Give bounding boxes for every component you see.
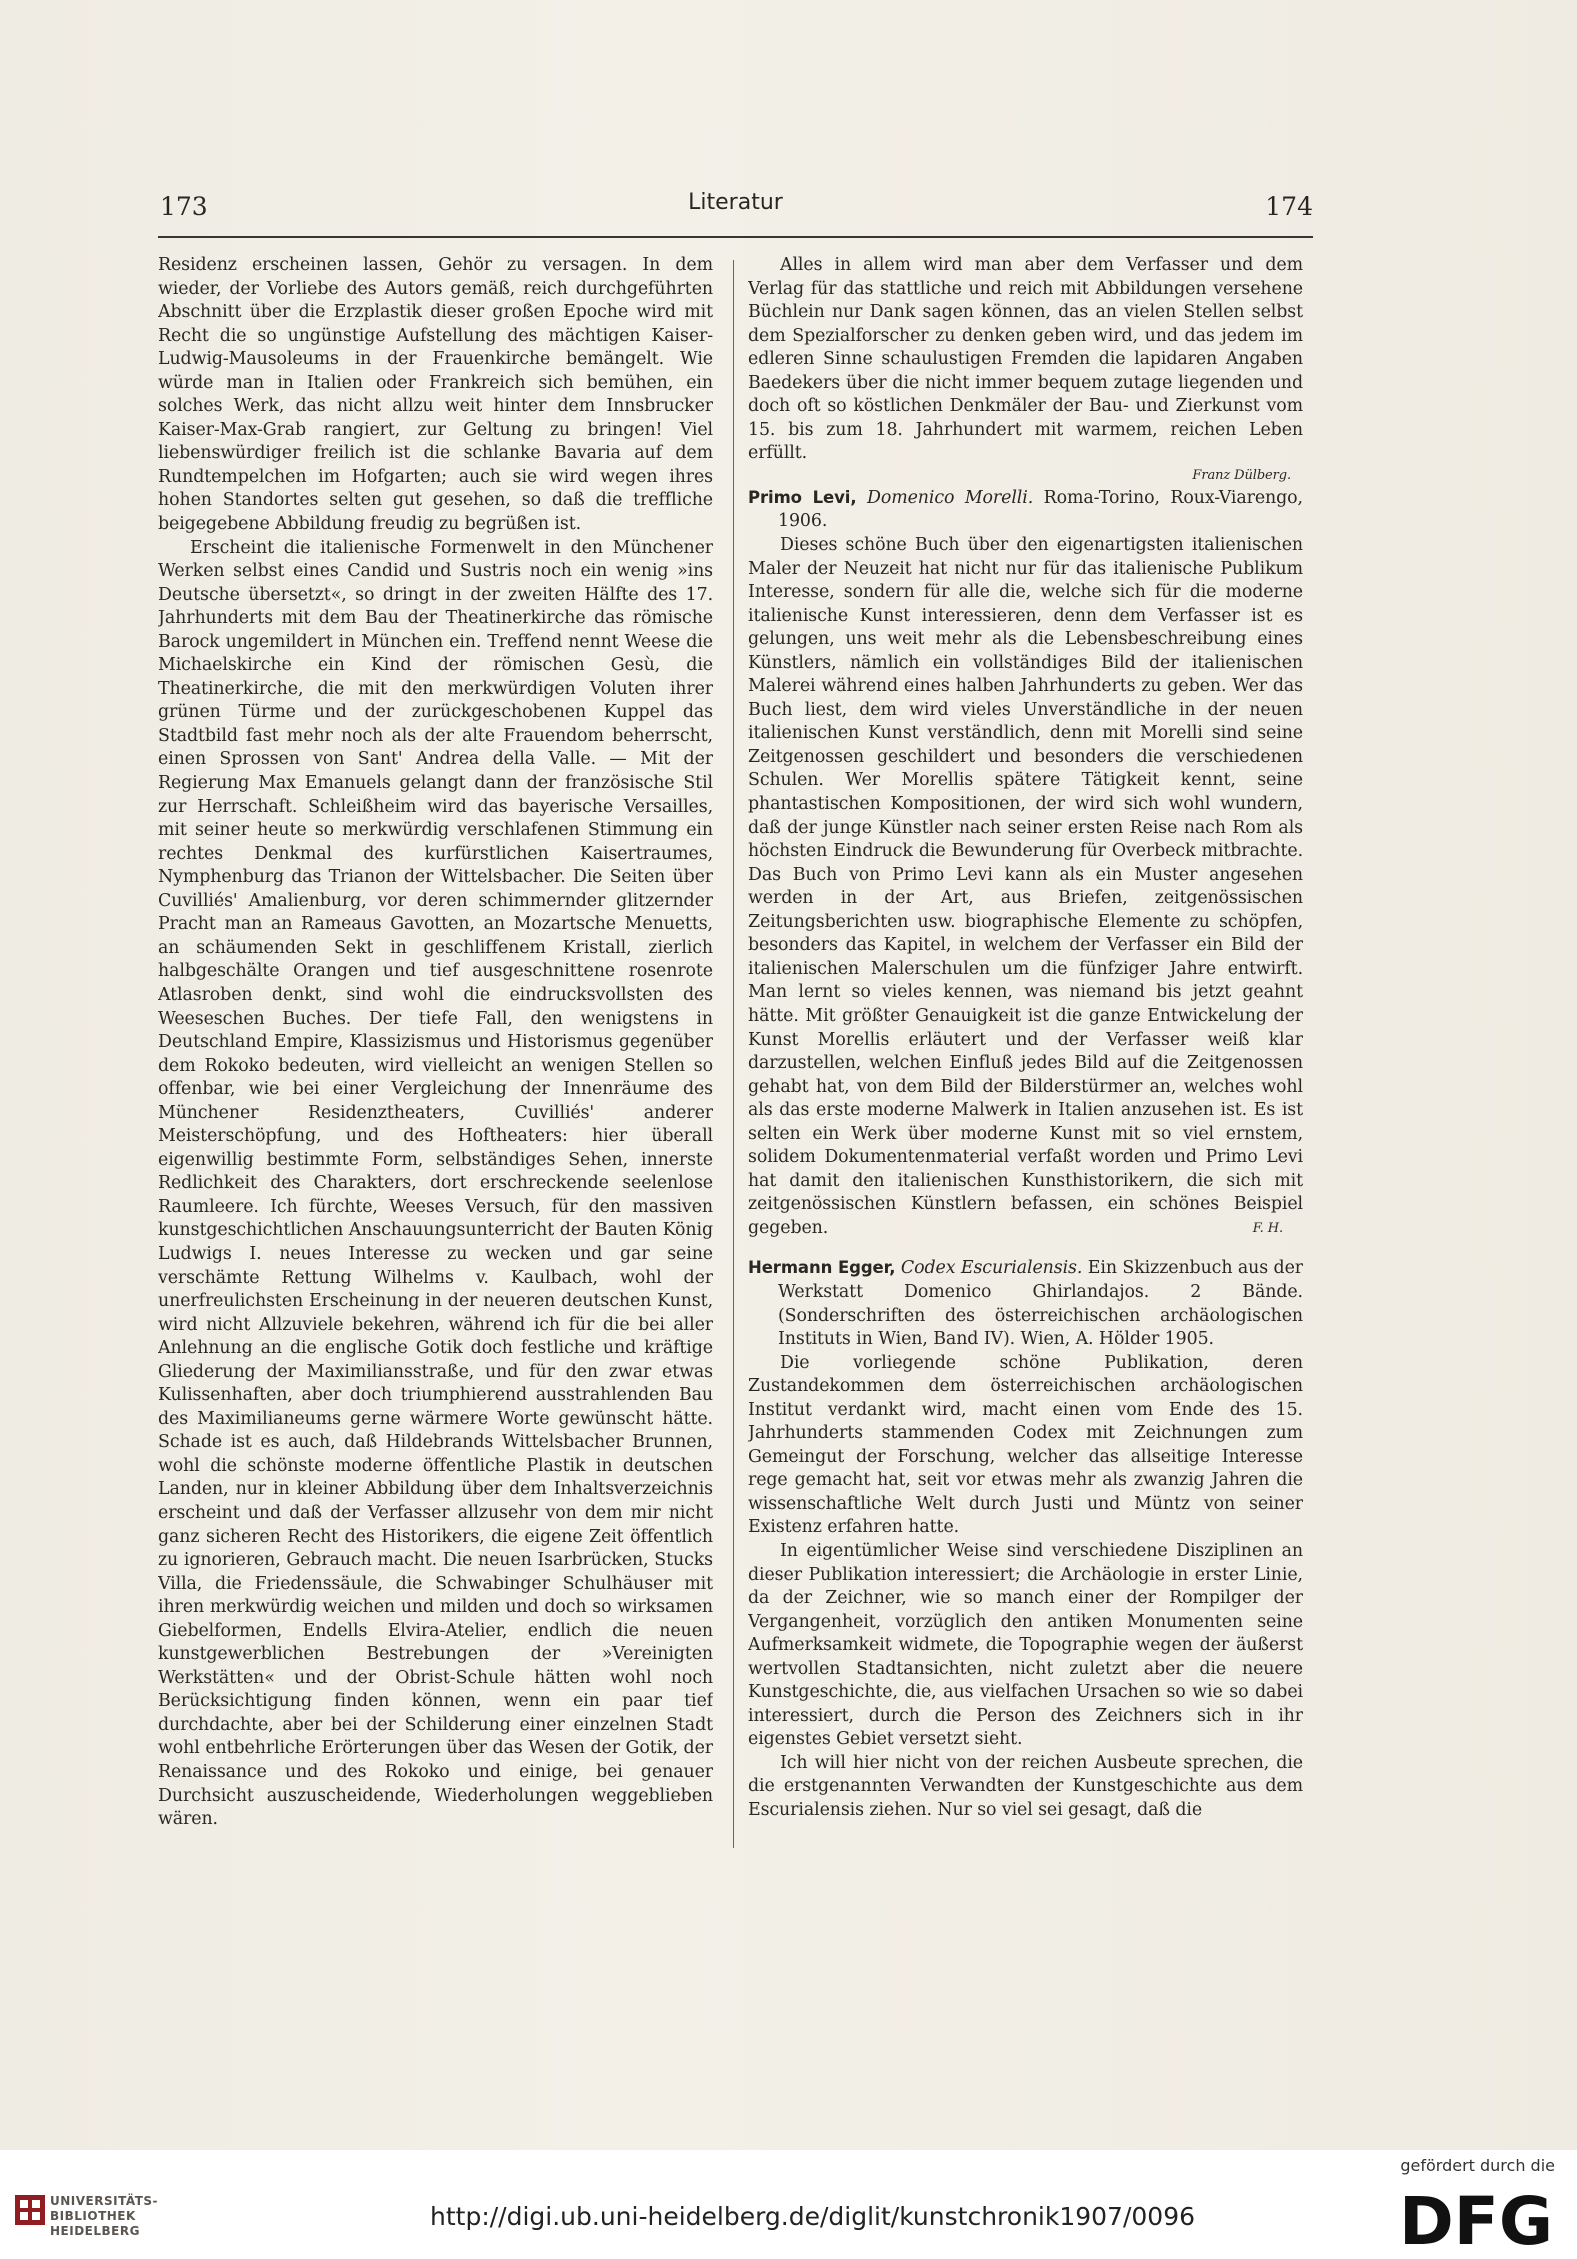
book-entry-levi xyxy=(748,486,1303,534)
right-paragraph-1: Alles in allem wird man aber dem Verfasser und dem Verlag für das stattliche und reich mit Abbildungen versehene Büchlein nur Dank sagen können, das an vielen Stellen selbst dem Spezialforscher zu denken geben wird, und das jedem im edleren Sinne schaulustigen Fremden die lapidaren Angaben Baedekers über die nicht immer bequem zutage liegenden und doch oft so köstlichen Denkmäler der Bau- und Zierkunst vom 15. bis zum 18. Jahrhundert mit warmem, reichen Leben erfüllt. xyxy=(748,255,1303,464)
ub-heidelberg-logo[interactable] xyxy=(14,2192,194,2252)
library-name xyxy=(50,2194,158,2239)
sponsor-label: gefördert durch die xyxy=(1400,2156,1555,2175)
library-emblem-icon xyxy=(14,2194,46,2226)
right-paragraph-4: In eigentümlicher Weise sind verschiedene Disziplinen an dieser Publikation interessiert; die Archäologie in erster Linie, da der Zeichner, wie so manch einer der Rompilger der Vergangenheit, vorzüglich den antiken Monumenten seine Aufmerksamkeit widmete, die Topographie wegen der äußerst wertvollen Stadtansichten, nicht zuletzt aber die neuere Kunstgeschichte, die, aus vielfachen Ursachen so wie so dabei interessiert, durch die Person des Zeichners sich in ihr eigenstes Gebiet versetzt sieht. xyxy=(748,1540,1303,1750)
header-rule xyxy=(158,236,1313,238)
right-paragraph-3: Die vorliegende schöne Publikation, deren Zustandekommen dem österreichischen archäologischen Institut verdankt wird, macht einen vom Ende des 15. Jahrhunderts stammenden Codex mit Zeichnungen zum Gemeingut der Forschung, welcher das allseitige Interesse rege gemacht hat, seit vor etwas mehr als zwanzig Jahren die wissenschaftliche Welt durch Justi und Müntz von seiner Existenz erfahren hatte. xyxy=(748,1352,1303,1538)
right-column xyxy=(748,254,1303,1864)
left-paragraph-1: Residenz erscheinen lassen, Gehör zu versagen. In dem wieder, der Vorliebe des Autors gemäß, reich durchgeführten Abschnitt über die Erzplastik dieser großen Epoche wird mit Recht die so ungünstige Aufstellung des mächtigen Kaiser-Ludwig-Mausoleums in der Frauenkirche bemängelt. Wie würde man in Italien oder Frankreich sich bemühen, ein solches Werk, das nicht allzu weit hinter dem Innsbrucker Kaiser-Max-Grab rangiert, zur Geltung zu bringen! Viel liebenswürdiger freilich ist die schlanke Bavaria auf dem Rundtempelchen im Hofgarten; auch sie wird wegen ihres hohen Standortes selten gut gesehen, so daß die treffliche beigegebene Abbildung freudig zu begrüßen ist. xyxy=(158,255,713,535)
sponsor-block[interactable] xyxy=(1335,2156,1555,2256)
left-column xyxy=(158,254,713,1864)
page-number-right: 174 xyxy=(1265,192,1313,221)
library-name-line-3: HEIDELBERG xyxy=(50,2224,140,2238)
entry-publication: Ein Skizzenbuch aus der Werkstatt Domenico Ghirlandajos. 2 Bände. (Sonderschriften des österreichischen archäologischen Instituts in Wien, Band IV). Wien, A. Hölder 1905. xyxy=(778,1258,1303,1350)
library-name-line-1: UNIVERSITÄTS- xyxy=(50,2194,159,2208)
entry-publication: Roma-Torino, Roux-Viarengo, 1906. xyxy=(778,487,1303,532)
dfg-logo-text: DFG xyxy=(1398,2186,1553,2250)
entry-author: Primo Levi, xyxy=(748,487,857,507)
right-paragraph-2 xyxy=(748,534,1303,1240)
signature-duelberg: Franz Dülberg. xyxy=(1192,467,1291,483)
signature-fh: F. H. xyxy=(1252,1220,1283,1236)
page-number-left: 173 xyxy=(160,192,208,221)
left-paragraph-2: Erscheint die italienische Formenwelt in den Münchener Werken selbst eines Candid und Sustris noch ein wenig »ins Deutsche übersetzt«, so dringt in der zweiten Hälfte des 17. Jahrhunderts mit dem Bau der Theatinerkirche das römische Barock ungemildert in München ein. Treffend nennt Weese die Michaelskirche ein Kind der römischen Gesù, die Theatinerkirche, die mit den merkwürdigen Voluten ihrer grünen Türme und der zurückgeschobenen Kuppel das Stadtbild fast mehr noch als der alte Frauendom beherrscht, einen Sprossen von Sant' Andrea della Valle. — Mit der Regierung Max Emanuels gelangt dann der französische Stil zur Herrschaft. Schleißheim wird das bayerische Versailles, mit seiner heute so merkwürdig verschlafenen Stimmung ein rechtes Denkmal des kurfürstlichen Kaisertraumes, Nymphenburg das Trianon der Wittelsbacher. Die Seiten über Cuvilliés' Amalienburg, vor deren schimmernder glitzernder Pracht man an Rameaus Gavotten, an Mozartsche Menuetts, an schäumenden Sekt in geschliffenem Kristall, zierlich halbgeschälte Orangen und tief ausgeschnittene rosenrote Atlasroben denkt, sind wohl die eindrucksvollsten des Weeseschen Buches. Der tiefe Fall, den wenigstens in Deutschland Empire, Klassizismus und Historismus gegenüber dem Rokoko bedeuten, wird vielleicht an wenigen Stellen so offenbar, wie bei einer Vergleichung der Innenräume des Münchener Residenztheaters, Cuvilliés' anderer Meisterschöpfung, und des Hoftheaters: hier überall eigenwillig bestimmte Form, selbständiges Sehen, innerste Redlichkeit des Charakters, dort erschreckende seelenlose Raumleere. Ich fürchte, Weeses Versuch, für den massiven kunstgeschichtlichen Anschauungsunterricht der Bauten König Ludwigs I. neues Interesse zu wecken und gar seine verschämte Rettung Wilhelms v. Kaulbach, wohl der unerfreulichsten Erscheinung in der neueren deutschen Kunst, wird nicht Allzuviele bekehren, während ich für die bei aller Anlehnung an die englische Gotik doch festliche und kräftige Gliederung der Maximiliansstraße, und für den zwar etwas Kulissenhaften, aber doch triumphierend ausstrahlenden Bau des Maximilianeums gerne wärmere Worte gewünscht hätte. Schade ist es auch, daß Hildebrands Wittelsbacher Brunnen, wohl die schönste moderne öffentliche Plastik in deutschen Landen, nur in kleiner Abbildung über dem Inhaltsverzeichnis erscheint und daß der Verfasser allzusehr von dem mir nicht ganz sicheren Recht des Historikers, die eigene Zeit öffentlich zu ignorieren, Gebrauch macht. Die neuen Isarbrücken, Stucks Villa, die Friedenssäule, die Schwabinger Schulhäuser mit ihren merkwürdig weichen und milden und doch so wirksamen Giebelformen, Endells Elvira-Atelier, endlich die neuen kunstgewerblichen Bestrebungen der »Vereinigten Werkstätten« und der Obrist-Schule hätten wohl noch Berücksichtigung finden können, wenn ein paar tief durchdachte, aber bei der Schilderung einer einzelnen Stadt wohl entbehrliche Erörterungen über das Wesen der Gotik, der Renaissance und des Rokoko und einige, bei genauer Durchsicht auszuscheidende, Wiederholungen weggeblieben wären. xyxy=(158,537,713,1830)
permalink-url[interactable]: http://digi.ub.uni-heidelberg.de/diglit/kunstchronik1907/0096 xyxy=(430,2202,1196,2231)
right-paragraph-5: Ich will hier nicht von der reichen Ausbeute sprechen, die die erstgenannten Verwandten der Kunstgeschichte aus dem Escurialensis ziehen. Nur so viel sei gesagt, daß die xyxy=(748,1752,1303,1820)
library-name-line-2: BIBLIOTHEK xyxy=(50,2209,136,2223)
entry-title: Codex Escurialensis. xyxy=(900,1258,1083,1279)
section-title: Literatur xyxy=(688,190,783,215)
column-divider xyxy=(733,260,734,1848)
dfg-logo-icon xyxy=(1375,2186,1555,2250)
digitization-footer xyxy=(0,2150,1577,2259)
entry-author: Hermann Egger, xyxy=(748,1258,896,1278)
review-levi-text: Dieses schöne Buch über den eigenartigsten italienischen Maler der Neuzeit hat nicht nur für das italienische Publikum Interesse, sondern für alle die, welche sich für die moderne italienische Kunst interessieren, denn dem Verfasser ist es gelungen, uns weit mehr als die Lebensbeschreibung eines Künstlers, nämlich ein vollständiges Bild der italienischen Malerei während eines halben Jahrhunderts zu geben. Wer das Buch liest, dem wird vieles Unverständliche in der neuen italienischen Kunst verständlich, denn mit Morelli sind seine Zeitgenossen geschildert und besonders die verschiedenen Schulen. Wer Morellis spätere Tätigkeit kennt, seine phantastischen Kompositionen, der wird sich wohl wundern, daß der junge Künstler nach seiner ersten Reise nach Rom als höchsten Eindruck die Bewunderung für Overbeck mitbrachte. Das Buch von Primo Levi kann als ein Muster angesehen werden in der Art, aus Briefen, zeitgenössischen Zeitungsberichten usw. biographische Elemente zu schöpfen, besonders das Kapitel, in welchem der Verfasser ein Bild der italienischen Malerschulen um die fünfziger Jahre entwirft. Man lernt so vieles kennen, was niemand bis jetzt geahnt hätte. Mit größter Genauigkeit ist die ganze Entwickelung der Kunst Morellis erläutert und der Verfasser weiß klar darzustellen, welchen Einfluß jedes Bild auf die Zeitgenossen gehabt hat, von dem Bild der Bilderstürmer an, welches wohl als das erste moderne Malwerk in Italien anzusehen ist. Es ist selten ein Werk über moderne Kunst mit so viel ernstem, solidem Dokumentenmaterial verfaßt worden und Primo Levi hat damit den italienischen Kunsthistorikern, die sich mit zeitgenössischen Künstlern befassen, ein schönes Beispiel gegeben. xyxy=(748,535,1303,1238)
book-entry-egger xyxy=(748,1256,1303,1351)
section-gap xyxy=(748,1240,1303,1256)
running-header xyxy=(158,188,1313,228)
entry-title: Domenico Morelli. xyxy=(866,487,1034,508)
